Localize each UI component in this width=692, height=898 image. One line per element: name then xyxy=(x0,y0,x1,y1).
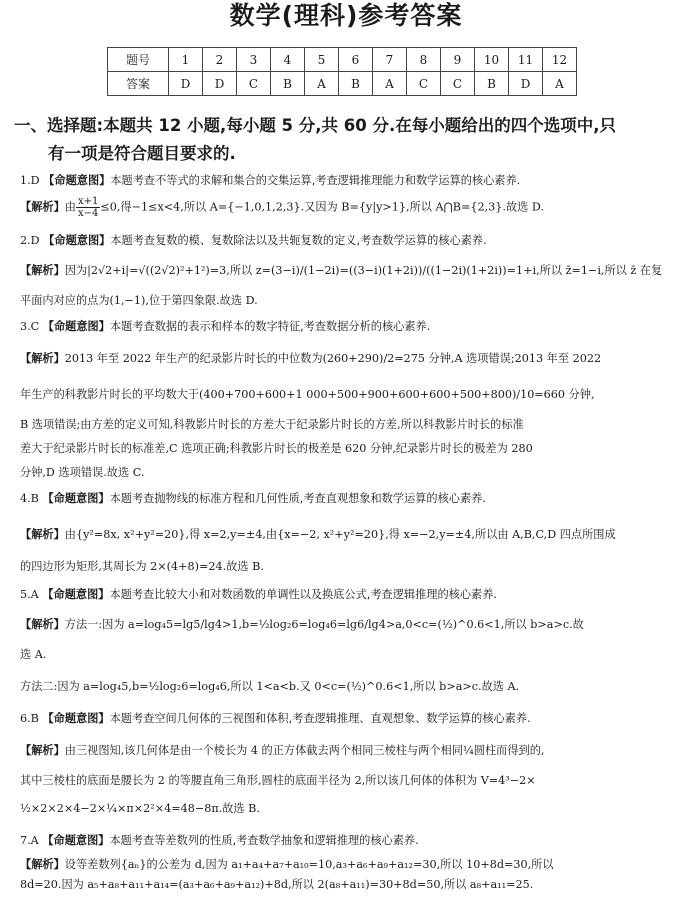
table-cell: 4 xyxy=(271,48,305,72)
analysis-line: 的四边形为矩形,其周长为 2×(4+8)=24.故选 B. xyxy=(20,560,264,573)
question-number: 6.B xyxy=(20,712,39,725)
analysis-tag: 【解析】 xyxy=(20,744,65,757)
analysis-line: 年生产的科教影片时长的平均数大于(400+700+600+1 000+500+900+600+600+500+800)/10=660 分钟, xyxy=(20,388,595,401)
analysis-tag: 【解析】 xyxy=(20,352,65,365)
intent-tag: 【命题意图】 xyxy=(42,712,110,725)
analysis-line: 差大于纪录影片时长的标准差,C 选项正确;科教影片时长的极差是 620 分钟,纪录影片时长的极差为 280 xyxy=(20,442,533,455)
table-cell: 11 xyxy=(509,48,543,72)
page-title: 数学(理科)参考答案 xyxy=(229,1,463,30)
fraction-numerator: x+1 xyxy=(77,196,99,207)
intent-tag: 【命题意图】 xyxy=(42,492,110,505)
question-6-analysis xyxy=(20,742,680,760)
question-number: 2.D xyxy=(20,234,40,247)
intent-tag: 【命题意图】 xyxy=(43,174,111,187)
table-cell: A xyxy=(373,72,407,96)
question-7-analysis xyxy=(20,856,680,874)
question-7-head xyxy=(20,832,680,850)
question-2-analysis xyxy=(20,262,680,280)
table-cell: 8 xyxy=(407,48,441,72)
analysis-tag: 【解析】 xyxy=(20,618,65,631)
intent-text: 本题考查比较大小和对数函数的单调性以及换底公式,考查逻辑推理的核心素养. xyxy=(109,588,497,601)
analysis-text: 方法一:因为 a=log₄5=lg5/lg4>1,b=½log₂6=log₄6=lg6/lg4>a,0<c=(½)^0.6<1,所以 b>a>c.故 xyxy=(64,618,584,631)
analysis-text: ≤0,得−1≤x<4,所以 A={−1,0,1,2,3}.又因为 B={y|y>1},所以 A⋂B={2,3}.故选 D. xyxy=(100,200,545,214)
analysis-line: 选 A. xyxy=(20,648,47,661)
table-cell: A xyxy=(543,72,577,96)
intent-tag: 【命题意图】 xyxy=(43,234,111,247)
question-5-head xyxy=(20,586,680,604)
question-4-head xyxy=(20,490,680,508)
question-4-analysis xyxy=(20,526,680,544)
table-cell: 7 xyxy=(373,48,407,72)
intent-text: 本题考查不等式的求解和集合的交集运算,考查逻辑推理能力和数学运算的核心素养. xyxy=(110,174,521,187)
question-number: 7.A xyxy=(20,834,39,847)
table-cell: 6 xyxy=(339,48,373,72)
fraction xyxy=(76,196,100,219)
question-3-analysis xyxy=(20,350,680,368)
table-row xyxy=(108,72,577,96)
question-number: 5.A xyxy=(20,588,39,601)
section-heading-line: 有一项是符合题目要求的. xyxy=(48,144,236,163)
question-number: 1.D xyxy=(20,174,40,187)
table-cell: C xyxy=(237,72,271,96)
table-cell: D xyxy=(169,72,203,96)
question-1-analysis xyxy=(20,196,680,219)
question-6-head xyxy=(20,710,680,728)
intent-text: 本题考查数据的表示和样本的数字特征,考查数据分析的核心素养. xyxy=(109,320,431,333)
analysis-text: 由 xyxy=(64,200,76,214)
analysis-line: ½×2×2×4−2×¼×π×2²×4=48−8π.故选 B. xyxy=(20,802,260,815)
question-2-head xyxy=(20,232,680,250)
analysis-text: 由{y²=8x, x²+y²=20},得 x=2,y=±4,由{x=−2, x²+y²=20},得 x=−2,y=±4,所以由 A,B,C,D 四点所围成 xyxy=(64,528,616,541)
analysis-tag: 【解析】 xyxy=(20,200,65,214)
table-cell: 2 xyxy=(203,48,237,72)
table-cell: C xyxy=(407,72,441,96)
analysis-line: 方法二:因为 a=log₄5,b=½log₂6=log₄6,所以 1<a<b.又 0<c=(½)^0.6<1,所以 b>a>c.故选 A. xyxy=(20,680,520,693)
analysis-tag: 【解析】 xyxy=(20,528,65,541)
table-cell: D xyxy=(203,72,237,96)
table-cell: C xyxy=(441,72,475,96)
table-row xyxy=(108,48,577,72)
intent-tag: 【命题意图】 xyxy=(42,588,110,601)
analysis-tag: 【解析】 xyxy=(20,858,65,871)
table-header-cell: 题号 xyxy=(108,48,169,72)
answer-table xyxy=(107,47,577,96)
question-number: 4.B xyxy=(20,492,39,505)
analysis-text: 因为|2√2+i|=√((2√2)²+1²)=3,所以 z=(3−i)/(1−2i)=((3−i)(1+2i))/((1−2i)(1+2i))=1+i,所以 z̄=1−i,所以 z̄ 在复 xyxy=(64,264,663,277)
table-cell: 12 xyxy=(543,48,577,72)
analysis-tag: 【解析】 xyxy=(20,264,65,277)
intent-text: 本题考查等差数列的性质,考查数学抽象和逻辑推理的核心素养. xyxy=(109,834,419,847)
analysis-line: 平面内对应的点为(1,−1),位于第四象限.故选 D. xyxy=(20,294,258,307)
table-cell: 3 xyxy=(237,48,271,72)
analysis-line: 8d=20.因为 a₅+a₈+a₁₁+a₁₄=(a₃+a₆+a₉+a₁₂)+8d,所以 2(a₈+a₁₁)=30+8d=50,所以 a₈+a₁₁=25. xyxy=(20,878,534,891)
question-5-analysis xyxy=(20,616,680,634)
intent-tag: 【命题意图】 xyxy=(42,834,110,847)
fraction-denominator: x−4 xyxy=(77,208,99,219)
intent-text: 本题考查复数的模、复数除法以及共轭复数的定义,考查数学运算的核心素养. xyxy=(110,234,487,247)
section-heading-line: 一、选择题:本题共 12 小题,每小题 5 分,共 60 分.在每小题给出的四个选项中,只 xyxy=(14,116,617,135)
analysis-line: 分钟,D 选项错误.故选 C. xyxy=(20,466,145,479)
analysis-line: B 选项错误;由方差的定义可知,科教影片时长的方差大于纪录影片时长的方差,所以科教影片时长的标准 xyxy=(20,418,524,431)
question-1-head xyxy=(20,172,680,190)
intent-text: 本题考查抛物线的标准方程和几何性质,考查直观想象和数学运算的核心素养. xyxy=(109,492,486,505)
analysis-line: 其中三棱柱的底面是腰长为 2 的等腰直角三角形,圆柱的底面半径为 2,所以该几何体的体积为 V=4³−2× xyxy=(20,774,536,787)
table-cell: A xyxy=(305,72,339,96)
intent-text: 本题考查空间几何体的三视图和体积,考查逻辑推理、直观想象、数学运算的核心素养. xyxy=(109,712,531,725)
analysis-text: 设等差数列{aₙ}的公差为 d,因为 a₁+a₄+a₇+a₁₀=10,a₃+a₆+a₉+a₁₂=30,所以 10+8d=30,所以 xyxy=(64,858,554,871)
table-cell: 10 xyxy=(475,48,509,72)
analysis-text: 由三视图知,该几何体是由一个棱长为 4 的正方体截去两个相同三棱柱与两个相同¼圆柱而得到的, xyxy=(64,744,545,757)
table-cell: B xyxy=(475,72,509,96)
table-cell: 1 xyxy=(169,48,203,72)
question-number: 3.C xyxy=(20,320,40,333)
table-header-cell: 答案 xyxy=(108,72,169,96)
question-3-head xyxy=(20,318,680,336)
section-heading xyxy=(14,112,686,168)
table-cell: D xyxy=(509,72,543,96)
table-cell: B xyxy=(271,72,305,96)
analysis-text: 2013 年至 2022 年生产的纪录影片时长的中位数为(260+290)/2=275 分钟,A 选项错误;2013 年至 2022 xyxy=(64,352,602,365)
table-cell: B xyxy=(339,72,373,96)
intent-tag: 【命题意图】 xyxy=(42,320,110,333)
table-cell: 9 xyxy=(441,48,475,72)
table-cell: 5 xyxy=(305,48,339,72)
